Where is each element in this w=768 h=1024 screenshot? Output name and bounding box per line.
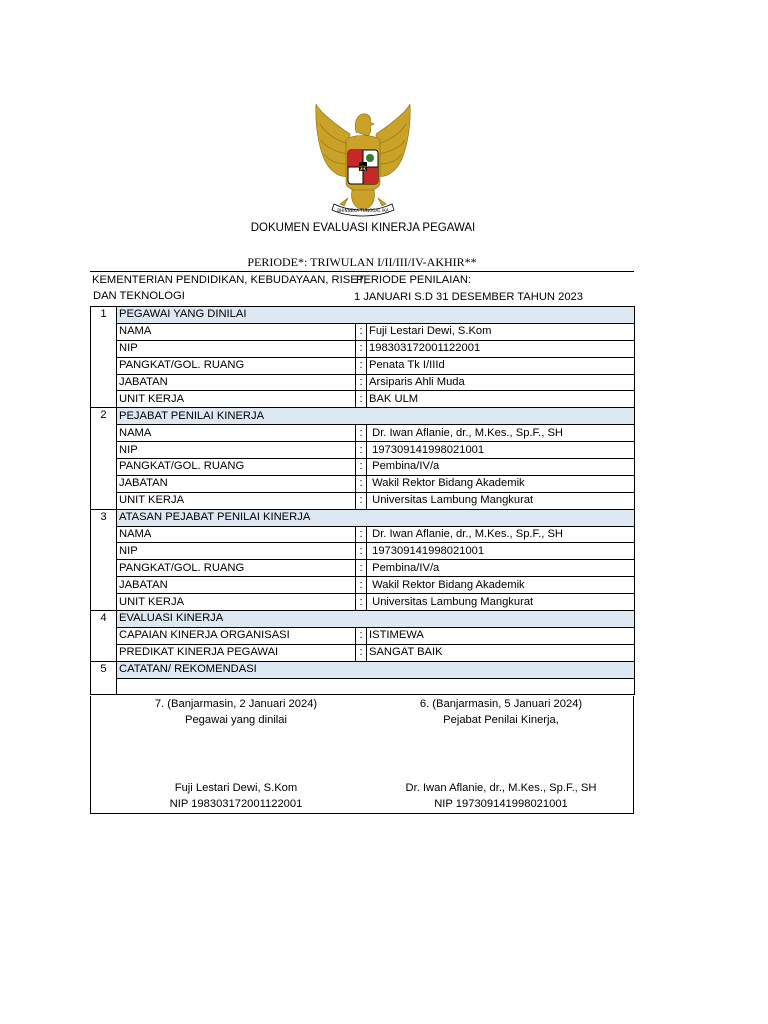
field-label: JABATAN (117, 577, 356, 594)
section-title-fill (356, 408, 635, 425)
field-value: 197309141998021001 (367, 543, 635, 560)
field-label: PANGKAT/GOL. RUANG (117, 357, 356, 374)
field-label: NIP (117, 543, 356, 560)
field-label: NIP (117, 442, 356, 459)
signature-left-nip: NIP 198303172001122001 (169, 798, 303, 810)
section-number: 3 (91, 509, 117, 610)
field-label: JABATAN (117, 475, 356, 492)
field-colon: : (356, 594, 367, 611)
evaluation-form-table (90, 306, 635, 695)
signature-right (377, 696, 625, 812)
field-row (91, 425, 635, 442)
field-value: Arsiparis Ahli Muda (367, 374, 635, 391)
period-value: 1 JANUARI S.D 31 DESEMBER TAHUN 2023 (354, 291, 584, 303)
field-row (91, 391, 635, 408)
garuda-emblem-icon (310, 104, 416, 218)
signature-right-role: Pejabat Penilai Kinerja, (443, 714, 559, 726)
field-row (91, 560, 635, 577)
field-value: Wakil Rektor Bidang Akademik (367, 577, 635, 594)
field-colon: : (356, 492, 367, 509)
section-title: CATATAN/ REKOMENDASI (117, 661, 356, 678)
field-label: UNIT KERJA (117, 594, 356, 611)
section-title: PEGAWAI YANG DINILAI (117, 307, 356, 324)
field-value: SANGAT BAIK (367, 644, 635, 661)
field-colon: : (356, 442, 367, 459)
field-row (91, 543, 635, 560)
field-row (91, 340, 635, 357)
field-value: Pembina/IV/a (367, 459, 635, 476)
field-colon: : (356, 627, 367, 644)
field-value: Universitas Lambung Mangkurat (367, 492, 635, 509)
notes-blank-row (91, 678, 635, 695)
section-number: 2 (91, 408, 117, 509)
field-label: NIP (117, 340, 356, 357)
svg-text:BHINNEKA TUNGGAL IKA: BHINNEKA TUNGGAL IKA (337, 208, 389, 213)
section-title-fill (356, 509, 635, 526)
field-label: UNIT KERJA (117, 391, 356, 408)
field-value: BAK ULM (367, 391, 635, 408)
field-value: Universitas Lambung Mangkurat (367, 594, 635, 611)
field-row (91, 644, 635, 661)
field-label: NAMA (117, 425, 356, 442)
field-colon: : (356, 644, 367, 661)
field-value: Dr. Iwan Aflanie, dr., M.Kes., Sp.F., SH (367, 425, 635, 442)
field-colon: : (356, 391, 367, 408)
field-row (91, 594, 635, 611)
field-row (91, 577, 635, 594)
field-colon: : (356, 357, 367, 374)
field-value: ISTIMEWA (367, 627, 635, 644)
field-colon: : (356, 577, 367, 594)
signature-left-role: Pegawai yang dinilai (185, 714, 287, 726)
field-colon: : (356, 526, 367, 543)
section-header-row (91, 509, 635, 526)
field-value: Dr. Iwan Aflanie, dr., M.Kes., Sp.F., SH (367, 526, 635, 543)
field-label: UNIT KERJA (117, 492, 356, 509)
signature-left-date: 7. (Banjarmasin, 2 Januari 2024) (154, 698, 318, 710)
section-header-row (91, 611, 635, 628)
field-colon: : (356, 425, 367, 442)
field-value: Penata Tk I/IIId (367, 357, 635, 374)
section-header-row (91, 408, 635, 425)
field-colon: : (356, 560, 367, 577)
field-row (91, 442, 635, 459)
field-colon: : (356, 475, 367, 492)
ministry-line-2: DAN TEKNOLOGI (93, 290, 185, 302)
field-value: 197309141998021001 (367, 442, 635, 459)
field-value: Fuji Lestari Dewi, S.Kom (367, 323, 635, 340)
field-row (91, 492, 635, 509)
section-title-fill (356, 661, 635, 678)
field-row (91, 627, 635, 644)
signature-block (90, 696, 634, 814)
field-value: Pembina/IV/a (367, 560, 635, 577)
section-number: 4 (91, 611, 117, 662)
field-label: PANGKAT/GOL. RUANG (117, 459, 356, 476)
field-label: NAMA (117, 323, 356, 340)
section-title-fill (356, 611, 635, 628)
section-number: 1 (91, 307, 117, 408)
signature-left-name: Fuji Lestari Dewi, S.Kom (174, 782, 298, 794)
field-colon: : (356, 374, 367, 391)
section-title: EVALUASI KINERJA (117, 611, 356, 628)
field-row (91, 459, 635, 476)
field-label: CAPAIAN KINERJA ORGANISASI (117, 627, 356, 644)
field-colon: : (356, 543, 367, 560)
field-colon: : (356, 459, 367, 476)
field-label: PREDIKAT KINERJA PEGAWAI (117, 644, 356, 661)
field-row (91, 323, 635, 340)
field-row (91, 374, 635, 391)
notes-field (117, 678, 635, 695)
section-header-row (91, 661, 635, 678)
field-colon: : (356, 323, 367, 340)
field-value: Wakil Rektor Bidang Akademik (367, 475, 635, 492)
section-title-fill (356, 307, 635, 324)
signature-right-name: Dr. Iwan Aflanie, dr., M.Kes., Sp.F., SH (405, 782, 597, 794)
period-label: PERIODE PENILAIAN: (356, 274, 472, 286)
field-row (91, 357, 635, 374)
field-label: PANGKAT/GOL. RUANG (117, 560, 356, 577)
field-value: 198303172001122001 (367, 340, 635, 357)
field-label: JABATAN (117, 374, 356, 391)
field-row (91, 475, 635, 492)
field-label: NAMA (117, 526, 356, 543)
field-colon: : (356, 340, 367, 357)
periode-heading: PERIODE*: TRIWULAN I/II/III/IV-AKHIR** (90, 255, 634, 272)
section-header-row (91, 307, 635, 324)
signature-right-nip: NIP 197309141998021001 (434, 798, 568, 810)
ministry-line-1: KEMENTERIAN PENDIDIKAN, KEBUDAYAAN, RISET, (92, 274, 367, 286)
document-title: DOKUMEN EVALUASI KINERJA PEGAWAI (250, 222, 476, 234)
field-row (91, 526, 635, 543)
section-title: PEJABAT PENILAI KINERJA (117, 408, 356, 425)
section-title: ATASAN PEJABAT PENILAI KINERJA (117, 509, 356, 526)
signature-left (91, 696, 381, 812)
section-number: 5 (91, 661, 117, 695)
signature-right-date: 6. (Banjarmasin, 5 Januari 2024) (419, 698, 583, 710)
